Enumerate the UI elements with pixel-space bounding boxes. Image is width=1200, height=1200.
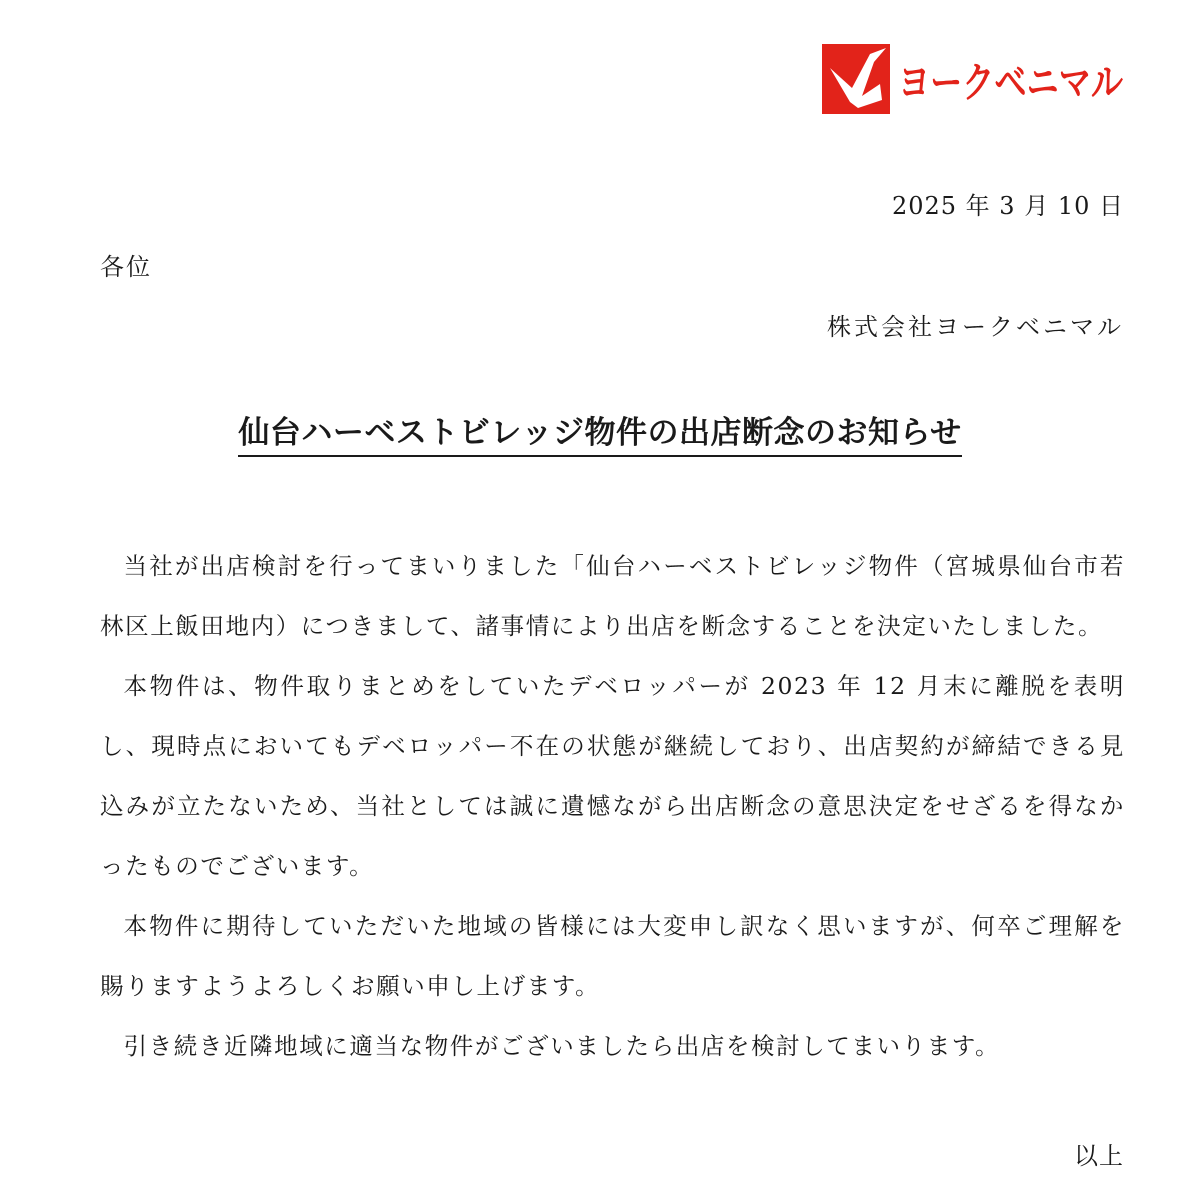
- document-title: 仙台ハーベストビレッジ物件の出店断念のお知らせ: [238, 412, 961, 457]
- document-date: 2025 年 3 月 10 日: [891, 192, 1124, 220]
- document-title-wrapper: [0, 412, 1200, 457]
- logo-text: ヨークベニマル: [898, 58, 1123, 107]
- company-logo: [822, 44, 1125, 114]
- sender-company: 株式会社ヨークベニマル: [827, 313, 1124, 341]
- closing-mark: 以上: [1074, 1142, 1124, 1170]
- addressee: 各位: [100, 253, 152, 281]
- body-paragraph-4: 引き続き近隣地域に適当な物件がございましたら出店を検討してまいります。: [123, 1032, 1001, 1060]
- yorkbenimaru-logo-icon: [822, 44, 1125, 114]
- document-body: [100, 536, 1125, 1076]
- body-paragraph-2: 本物件は、物件取りまとめをしていたデベロッパーが 2023 年 12 月末に離脱を表明し、現時点においてもデベロッパー不在の状態が継続しており、出店契約が締結できる見込みが立たないため、当社としては誠に遺憾ながら出店断念の意思決定をせざるを得なかったものでございます。: [100, 672, 1125, 880]
- body-paragraph-3: 本物件に期待していただいた地域の皆様には大変申し訳なく思いますが、何卒ご理解を賜りますようよろしくお願い申し上げます。: [100, 912, 1125, 1000]
- body-paragraph-1: 当社が出店検討を行ってまいりました「仙台ハーベストビレッジ物件（宮城県仙台市若林区上飯田地内）につきまして、諸事情により出店を断念することを決定いたしました。: [100, 552, 1125, 640]
